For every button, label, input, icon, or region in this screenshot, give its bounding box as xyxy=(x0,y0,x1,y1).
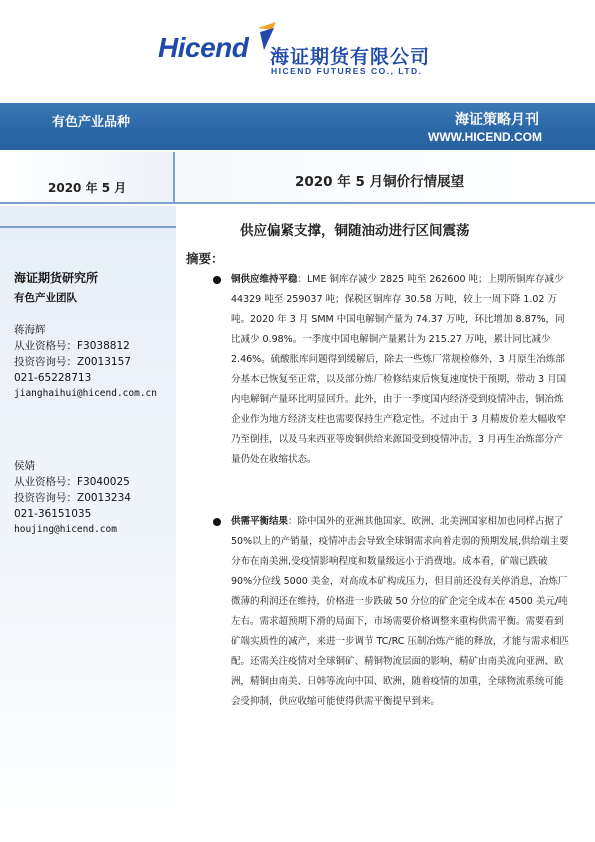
report-date: 2020 年 5 月 xyxy=(48,181,127,195)
title-box xyxy=(173,152,595,204)
analyst-license: 从业资格号：F3038812 xyxy=(14,340,130,352)
analyst-card xyxy=(14,322,174,402)
abstract-paragraph xyxy=(231,512,571,712)
research-team: 有色产业团队 xyxy=(14,292,77,304)
analyst-phone: 021-65228713 xyxy=(14,372,92,384)
analyst-phone: 021-36151035 xyxy=(14,508,92,520)
research-institute: 海证期货研究所 xyxy=(14,271,99,285)
analyst-advisory: 投资咨询号：Z0013157 xyxy=(14,356,131,368)
banner-website: WWW.HICEND.COM xyxy=(428,130,542,144)
banner-publication: 海证策略月刊 xyxy=(455,112,539,128)
logo-company-name-cn: 海证期货有限公司 xyxy=(270,46,431,68)
paragraph-text: ：LME 铜库存减少 2825 吨至 262600 吨；上期所铜库存减少 44329 吨至 259037 吨；保税区铜库存 30.58 万吨，较上一周下降 1.02 万吨。2020 年 3 月 SMM 中国电解铜产量为 74.37 万吨，环比增加 8.87%，同比减少 0.98%。一季度中国电解铜产量累计为 215.27 万吨，累计同比减少 2.46%。硫酸胀库问题得到缓解后，除去一些炼厂常规检修外，3 月原生冶炼部分基本已恢复至正常，以及部分炼厂检修结束后恢复速度快于预期，带动 3 月国内电解铜产量环比明显回升。此外，由于一季度国内经济受到疫情冲击，铜冶炼企业作为地方经济支柱也需要保持生产稳定性。不过由于 3 月精废价差大幅收窄乃至倒挂，以及马来西亚等废铜供给来源国受到疫情冲击，3 月再生冶炼部分产量仍处在收缩状态。 xyxy=(231,274,567,465)
logo-wordmark: Hicend xyxy=(158,32,249,63)
analyst-name: 蒋海辉 xyxy=(14,324,46,336)
report-title: 2020 年 5 月铜价行情展望 xyxy=(295,174,465,190)
bullet-icon xyxy=(213,518,221,526)
company-logo xyxy=(158,22,448,82)
paragraph-text: ：除中国外的亚洲其他国家、欧洲、北美洲国家相加也同样占据了 50%以上的产销量，疫情冲击会导致全球铜需求向着走弱的预期发展,供给端主要分布在南美洲,受疫情影响程度和数量级远小于消费地。成本看，矿端已跌破 90%分位线 5000 美金，对高成本矿构成压力，但目前还没有关停消息，冶炼厂微薄的利润还在维持，价格进一步跌破 50 分位的矿企完全成本在 4500 美元/吨左右。需求超预期下滑的局面下，市场需要价格调整来重构供需平衡。需要看到矿端实质性的减产，来进一步调节 TC/RC 压制冶炼产能的释放，才能与需求相匹配。还需关注疫情对全球铜矿、精铜物流层面的影响，精矿由南美流向亚洲、欧洲，精铜由南美、日韩等流向中国、欧洲，随着疫情的加重，全球物流系统可能会受抑制，供应收缩可能使得供需平衡提早到来。 xyxy=(231,516,569,707)
analyst-email[interactable]: jianghaihui@hicend.com.cn xyxy=(14,388,157,399)
paragraph-label: 铜供应维持平稳 xyxy=(231,274,298,285)
bullet-icon xyxy=(213,276,221,284)
analyst-advisory: 投资咨询号：Z0013234 xyxy=(14,492,131,504)
banner-category: 有色产业品种 xyxy=(52,115,131,130)
logo-company-name-en: HICEND FUTURES CO., LTD. xyxy=(271,66,423,76)
analyst-license: 从业资格号：F3040025 xyxy=(14,476,130,488)
sidebar-divider xyxy=(0,226,176,228)
analyst-name: 侯婧 xyxy=(14,460,35,472)
analyst-card xyxy=(14,458,174,538)
page-header xyxy=(0,0,595,103)
report-subtitle: 供应偏紧支撑，铜随油动进行区间震荡 xyxy=(240,223,470,239)
analyst-email[interactable]: houjing@hicend.com xyxy=(14,524,117,535)
category-banner xyxy=(0,103,595,150)
abstract-heading: 摘要： xyxy=(186,251,224,266)
paragraph-label: 供需平衡结果 xyxy=(231,516,289,527)
abstract-paragraph xyxy=(231,270,571,470)
date-box xyxy=(0,152,173,204)
